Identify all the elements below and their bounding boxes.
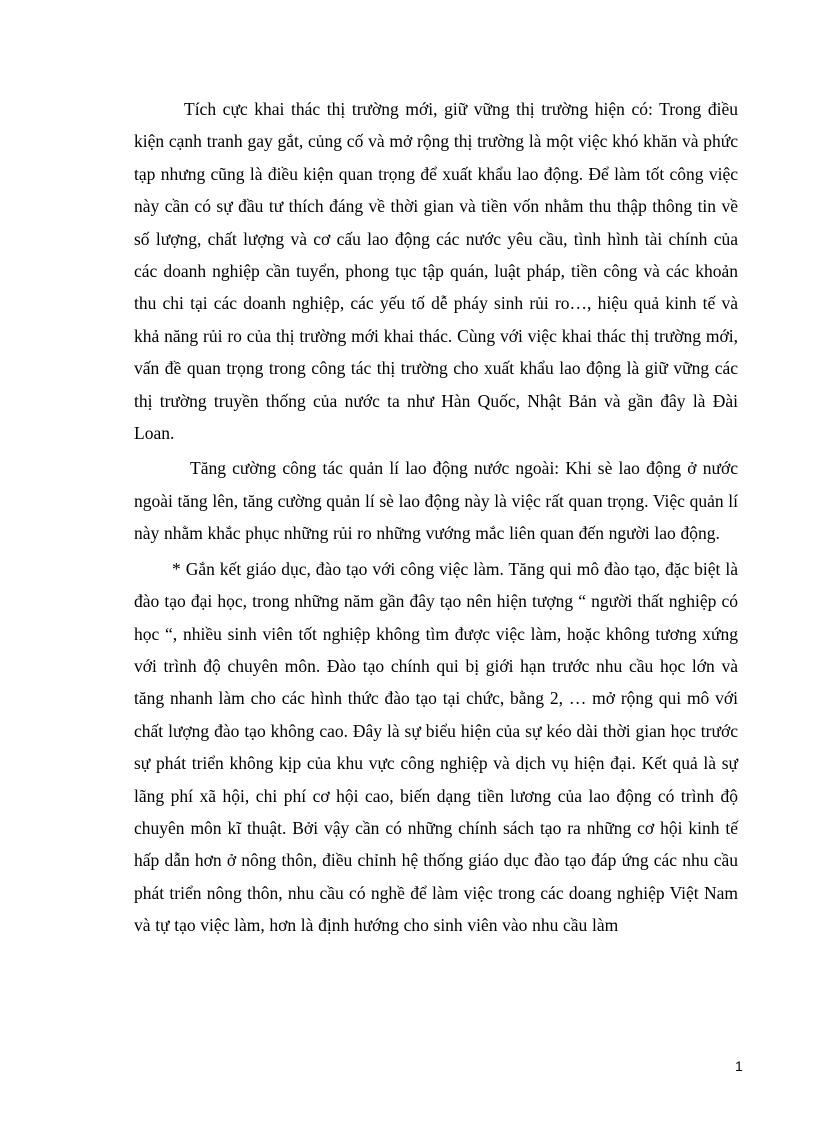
document-body	[134, 93, 738, 945]
paragraph-education-employment: * Gắn kết giáo dục, đào tạo với công việc làm. Tăng qui mô đào tạo, đặc biệt là đào tạo đại học, trong những năm gần đây tạo nên hiện tượng “ người thất nghiệp có học “, nhiều sinh viên tốt nghiệp không tìm được việc làm, hoặc không tương xứng với trình độ chuyên môn. Đào tạo chính qui bị giới hạn trước nhu cầu học lớn và tăng nhanh làm cho các hình thức đào tạo tại chức, bằng 2, … mở rộng qui mô với chất lượng đào tạo không cao. Đây là sự biểu hiện của sự kéo dài thời gian học trước sự phát triển không kịp của khu vực công nghiệp và dịch vụ hiện đại. Kết quả là sự lãng phí xã hội, chi phí cơ hội cao, biến dạng tiền lương của lao động có trình độ chuyên môn kĩ thuật. Bởi vậy cần có những chính sách tạo ra những cơ hội kinh tế hấp dẫn hơn ở nông thôn, điều chỉnh hệ thống giáo dục đào tạo đáp ứng các nhu cầu phát triển nông thôn, nhu cầu có nghề để làm việc trong các doang nghiệp Việt Nam và tự tạo việc làm, hơn là định hướng cho sinh viên vào nhu cầu làm	[134, 558, 738, 936]
page-number: 1	[735, 1058, 743, 1074]
paragraph-market-expansion: Tích cực khai thác thị trường mới, giữ vững thị trường hiện có: Trong điều kiện cạnh tranh gay gắt, củng cố và mở rộng thị trường là một việc khó khăn và phức tạp nhưng cũng là điều kiện quan trọng để xuất khẩu lao động. Để làm tốt công việc này cần có sự đầu tư thích đáng về thời gian và tiền vốn nhằm thu thập thông tin về số lượng, chất lượng và cơ cấu lao động các nước yêu cầu, tình hình tài chính của các doanh nghiệp cần tuyển, phong tục tập quán, luật pháp, tiền công và các khoản thu chi tại các doanh nghiệp, các yếu tố dễ pháy sinh rủi ro…, hiệu quả kinh tế và khả năng rủi ro của thị trường mới khai thác. Cùng với việc khai thác thị trường mới, vấn đề quan trọng trong công tác thị trường cho xuất khẩu lao động là giữ vững các thị trường truyền thống của nước ta như Hàn Quốc, Nhật Bản và gần đây là Đài Loan.	[134, 99, 738, 444]
paragraph-labor-management: Tăng cường công tác quản lí lao động nước ngoài: Khi sè lao động ở nước ngoài tăng lên, tăng cường quản lí sè lao động này là việc rất quan trọng. Việc quản lí này nhằm khắc phục những rủi ro những vướng mắc liên quan đến người lao động.	[134, 458, 738, 544]
